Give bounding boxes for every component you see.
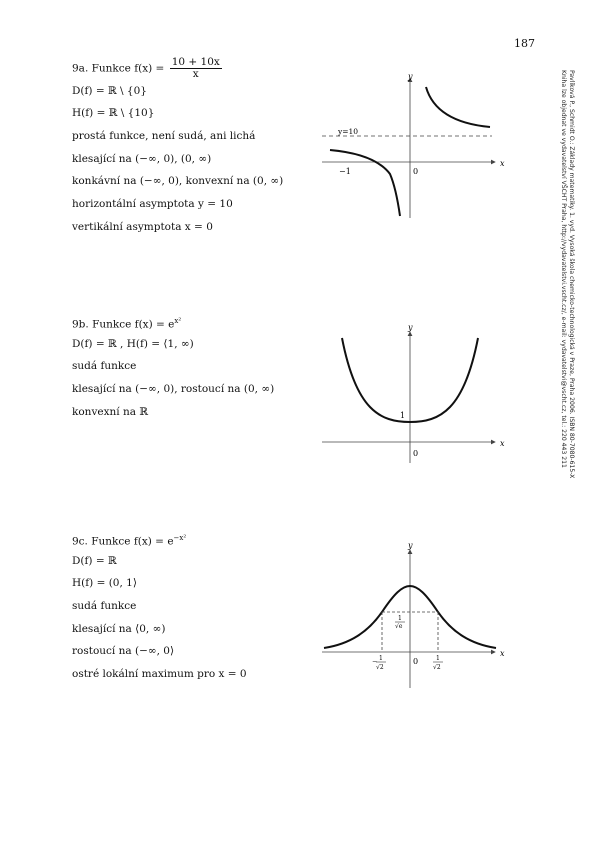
section-9a-line: klesající na (−∞, 0), (0, ∞) [72, 152, 212, 165]
tick-pos-denominator: √2 [433, 664, 441, 671]
section-9c-line: klesající na ⟨0, ∞) [72, 622, 166, 635]
tick-neg-denominator: √2 [376, 664, 384, 671]
inflection-value-denominator: √e [395, 623, 403, 630]
graph-9c [320, 540, 510, 690]
fraction: $\frac{10 + 10x}{x}$ [171, 56, 220, 80]
section-9b-title: 9b. Funkce $f(x) = e^{x^2}$ [72, 317, 182, 331]
section-9b-line: konvexní na ℝ [72, 405, 149, 418]
section-9c-line: D(f) = ℝ [72, 554, 117, 567]
section-9a-line: prostá funkce, není sudá, ani lichá [72, 130, 256, 143]
inflection-value-numerator: 1 [398, 615, 402, 622]
x-axis-label: x [500, 439, 505, 448]
origin-label: 0 [413, 657, 419, 666]
x-axis-label: x [500, 159, 505, 168]
asymptote-label: y=10 [338, 127, 359, 136]
section-9c-text [72, 527, 247, 686]
section-9a-line: D(f) = ℝ \ {0} [72, 84, 147, 97]
curve-right-branch [426, 87, 490, 127]
tick-one: 1 [400, 411, 406, 420]
section-9c-title: 9c. Funkce $f(x) = e^{-x^2}$ [72, 534, 187, 548]
section-9a-title: 9a. Funkce f(x) = $\frac{10 + 10x}{x}$ [72, 56, 220, 80]
curve-left-branch [330, 150, 400, 216]
section-9b-line: D(f) = ℝ , H(f) = ⟨1, ∞) [72, 337, 194, 350]
section-9c-line: sudá funkce [72, 600, 137, 613]
section-9c-line: rostoucí na (−∞, 0⟩ [72, 645, 175, 658]
section-9a-line: horizontální asymptota y = 10 [72, 198, 233, 211]
section-9b-line: sudá funkce [72, 360, 137, 373]
section-9b-text [72, 310, 274, 423]
section-9a-text [72, 57, 283, 239]
section-9c-line: H(f) = (0, 1⟩ [72, 577, 137, 590]
y-axis-label: y [408, 541, 413, 550]
publication-note-line-1: Pavlíková P., Schmidt O.: Základy matematiky. 1. vyd. Vysoká škola chemicko-technologická v Praze, Praha 2006. ISBN 80-7080-615-X [568, 70, 575, 479]
section-9a-line: vertikální asymptota x = 0 [72, 220, 213, 233]
graph-9a [320, 70, 510, 220]
tick-minus-one: −1 [339, 167, 351, 176]
section-9b-line: klesající na (−∞, 0), rostoucí na (0, ∞) [72, 383, 275, 396]
section-9c-line: ostré lokální maximum pro x = 0 [72, 668, 247, 681]
tick-pos-numerator: 1 [436, 655, 440, 662]
section-9a-line: H(f) = ℝ \ {10} [72, 107, 155, 120]
page-number: 187 [514, 37, 535, 50]
y-axis-label: y [408, 72, 413, 81]
publication-note-line-2: Kniha lze objednat ve vydavatelství VŠCHT Praha, http://vydavatelstvi.vscht.cz/, e-mail: vydavatelstvi@vscht.cz, tel.: 220 443 211 [560, 70, 567, 468]
graph-9b [320, 320, 510, 465]
publication-note [559, 70, 575, 570]
origin-label: 0 [413, 449, 419, 458]
tick-neg-numerator: 1 [379, 655, 383, 662]
y-axis-label: y [408, 323, 413, 332]
x-axis-label: x [500, 649, 505, 658]
tick-neg-sign: − [372, 658, 378, 665]
origin-label: 0 [413, 167, 419, 176]
section-9a-line: konkávní na (−∞, 0), konvexní na (0, ∞) [72, 175, 284, 188]
